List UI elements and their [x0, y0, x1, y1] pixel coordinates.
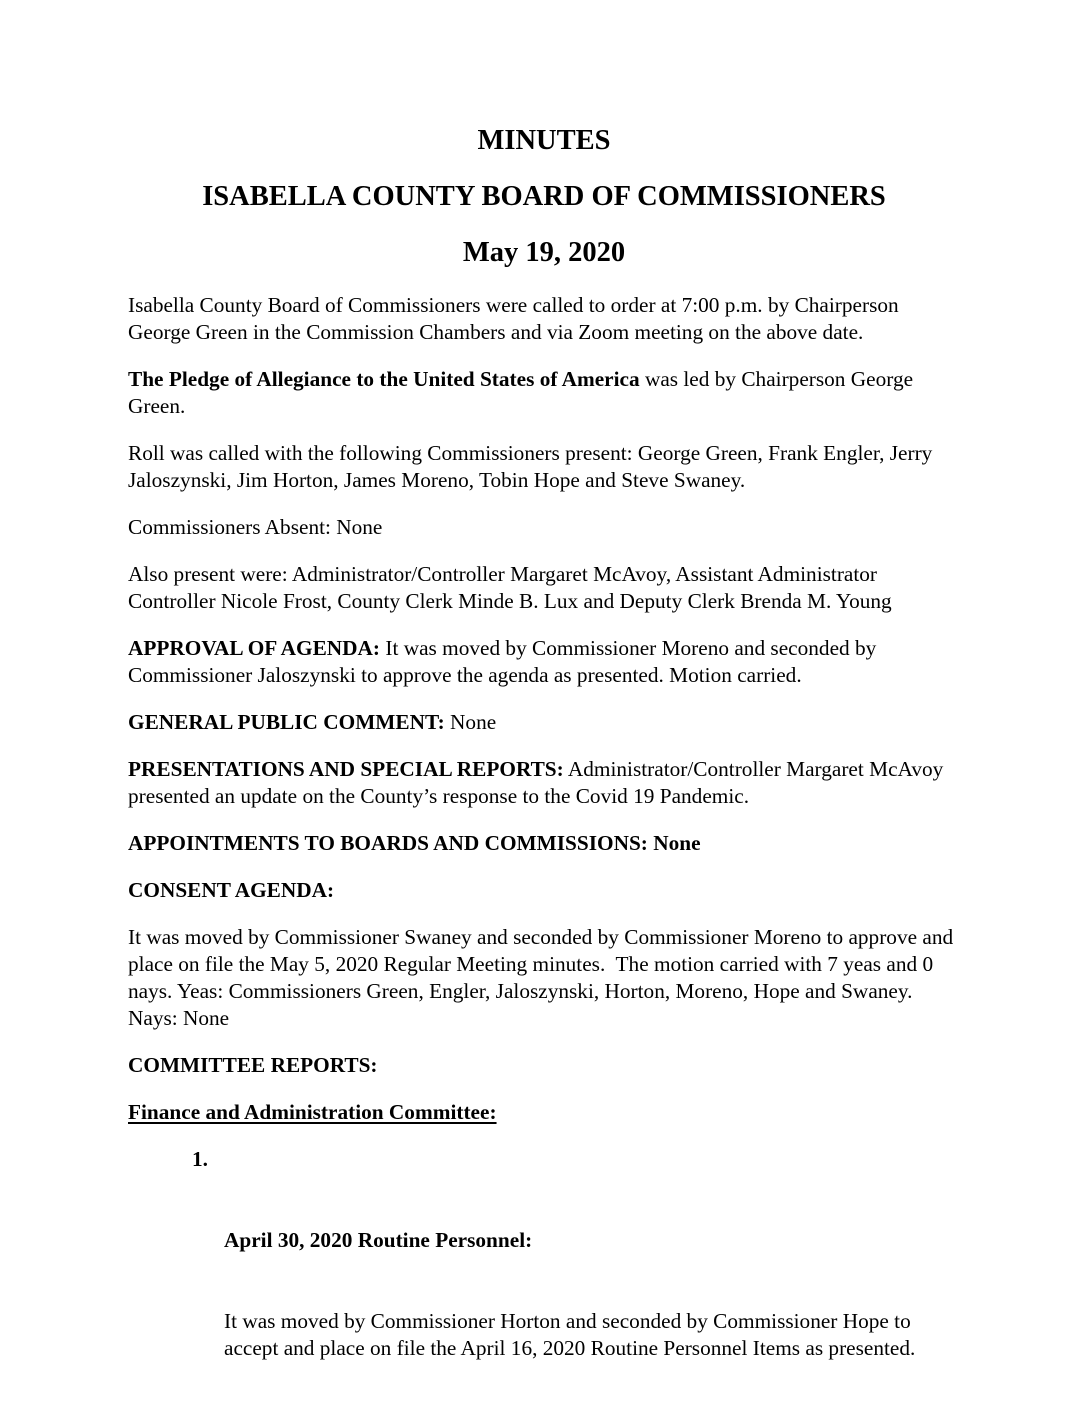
finance-item-1-number: 1. [192, 1147, 208, 1171]
pledge-rest-text: was led by Chairperson George Green. [128, 367, 919, 418]
approval-of-agenda-text: It was moved by Commissioner Moreno and seconded by Commissioner Jaloszynski to approve the agenda as presented. Motion carried. [128, 636, 882, 687]
finance-committee-heading: Finance and Administration Committee: [128, 1100, 497, 1124]
appointments-line: APPOINTMENTS TO BOARDS AND COMMISSIONS: None [128, 831, 701, 855]
consent-agenda-heading: CONSENT AGENDA: [128, 878, 335, 902]
also-present-paragraph: Also present were: Administrator/Controller Margaret McAvoy, Assistant Administrator Controller Nicole Frost, County Clerk Minde B. Lux and Deputy Clerk Brenda M. Young [128, 562, 892, 613]
presentations-heading: PRESENTATIONS AND SPECIAL REPORTS: [128, 757, 564, 781]
meeting-date: May 19, 2020 [462, 237, 626, 268]
committee-reports-heading: COMMITTEE REPORTS: [128, 1053, 378, 1077]
general-public-comment-heading: GENERAL PUBLIC COMMENT: [128, 710, 445, 734]
pledge-lead-text: The Pledge of Allegiance to the United States of America [128, 367, 640, 391]
presentations-text: Administrator/Controller Margaret McAvoy presented an update on the County’s response to the Covid 19 Pandemic. [128, 757, 949, 808]
approval-of-agenda-paragraph [128, 635, 960, 689]
consent-agenda-paragraph: It was moved by Commissioner Swaney and seconded by Commissioner Moreno to approve and place on file the May 5, 2020 Regular Meeting minutes. The motion carried with 7 yeas and 0 nays. Yeas: Commissioners Green, Engler, Jaloszynski, Horton, Moreno, Hope and Swaney. Nays: None [128, 925, 959, 1030]
presentations-paragraph [128, 756, 960, 810]
general-public-comment-text: None [444, 710, 497, 734]
commissioners-absent-line: Commissioners Absent: None [128, 515, 383, 539]
finance-item-1-body: It was moved by Commissioner Horton and seconded by Commissioner Hope to accept and place on file the April 16, 2020 Routine Personnel Items as presented. [224, 1309, 917, 1360]
call-to-order-paragraph: Isabella County Board of Commissioners were called to order at 7:00 p.m. by Chairperson George Green in the Commission Chambers and via Zoom meeting on the above date. [128, 293, 904, 344]
document-title: MINUTES [477, 125, 611, 156]
pledge-paragraph [128, 366, 960, 420]
general-public-comment-paragraph [128, 709, 960, 736]
finance-committee-heading-line [128, 1099, 960, 1126]
roll-call-paragraph: Roll was called with the following Commissioners present: George Green, Frank Engler, Jerry Jaloszynski, Jim Horton, James Moreno, Tobin Hope and Steve Swaney. [128, 441, 938, 492]
approval-of-agenda-heading: APPROVAL OF AGENDA: [128, 636, 381, 660]
finance-item-1-title: April 30, 2020 Routine Personnel: [224, 1228, 533, 1252]
finance-item-1 [192, 1146, 960, 1408]
organization-title: ISABELLA COUNTY BOARD OF COMMISSIONERS [202, 181, 886, 212]
